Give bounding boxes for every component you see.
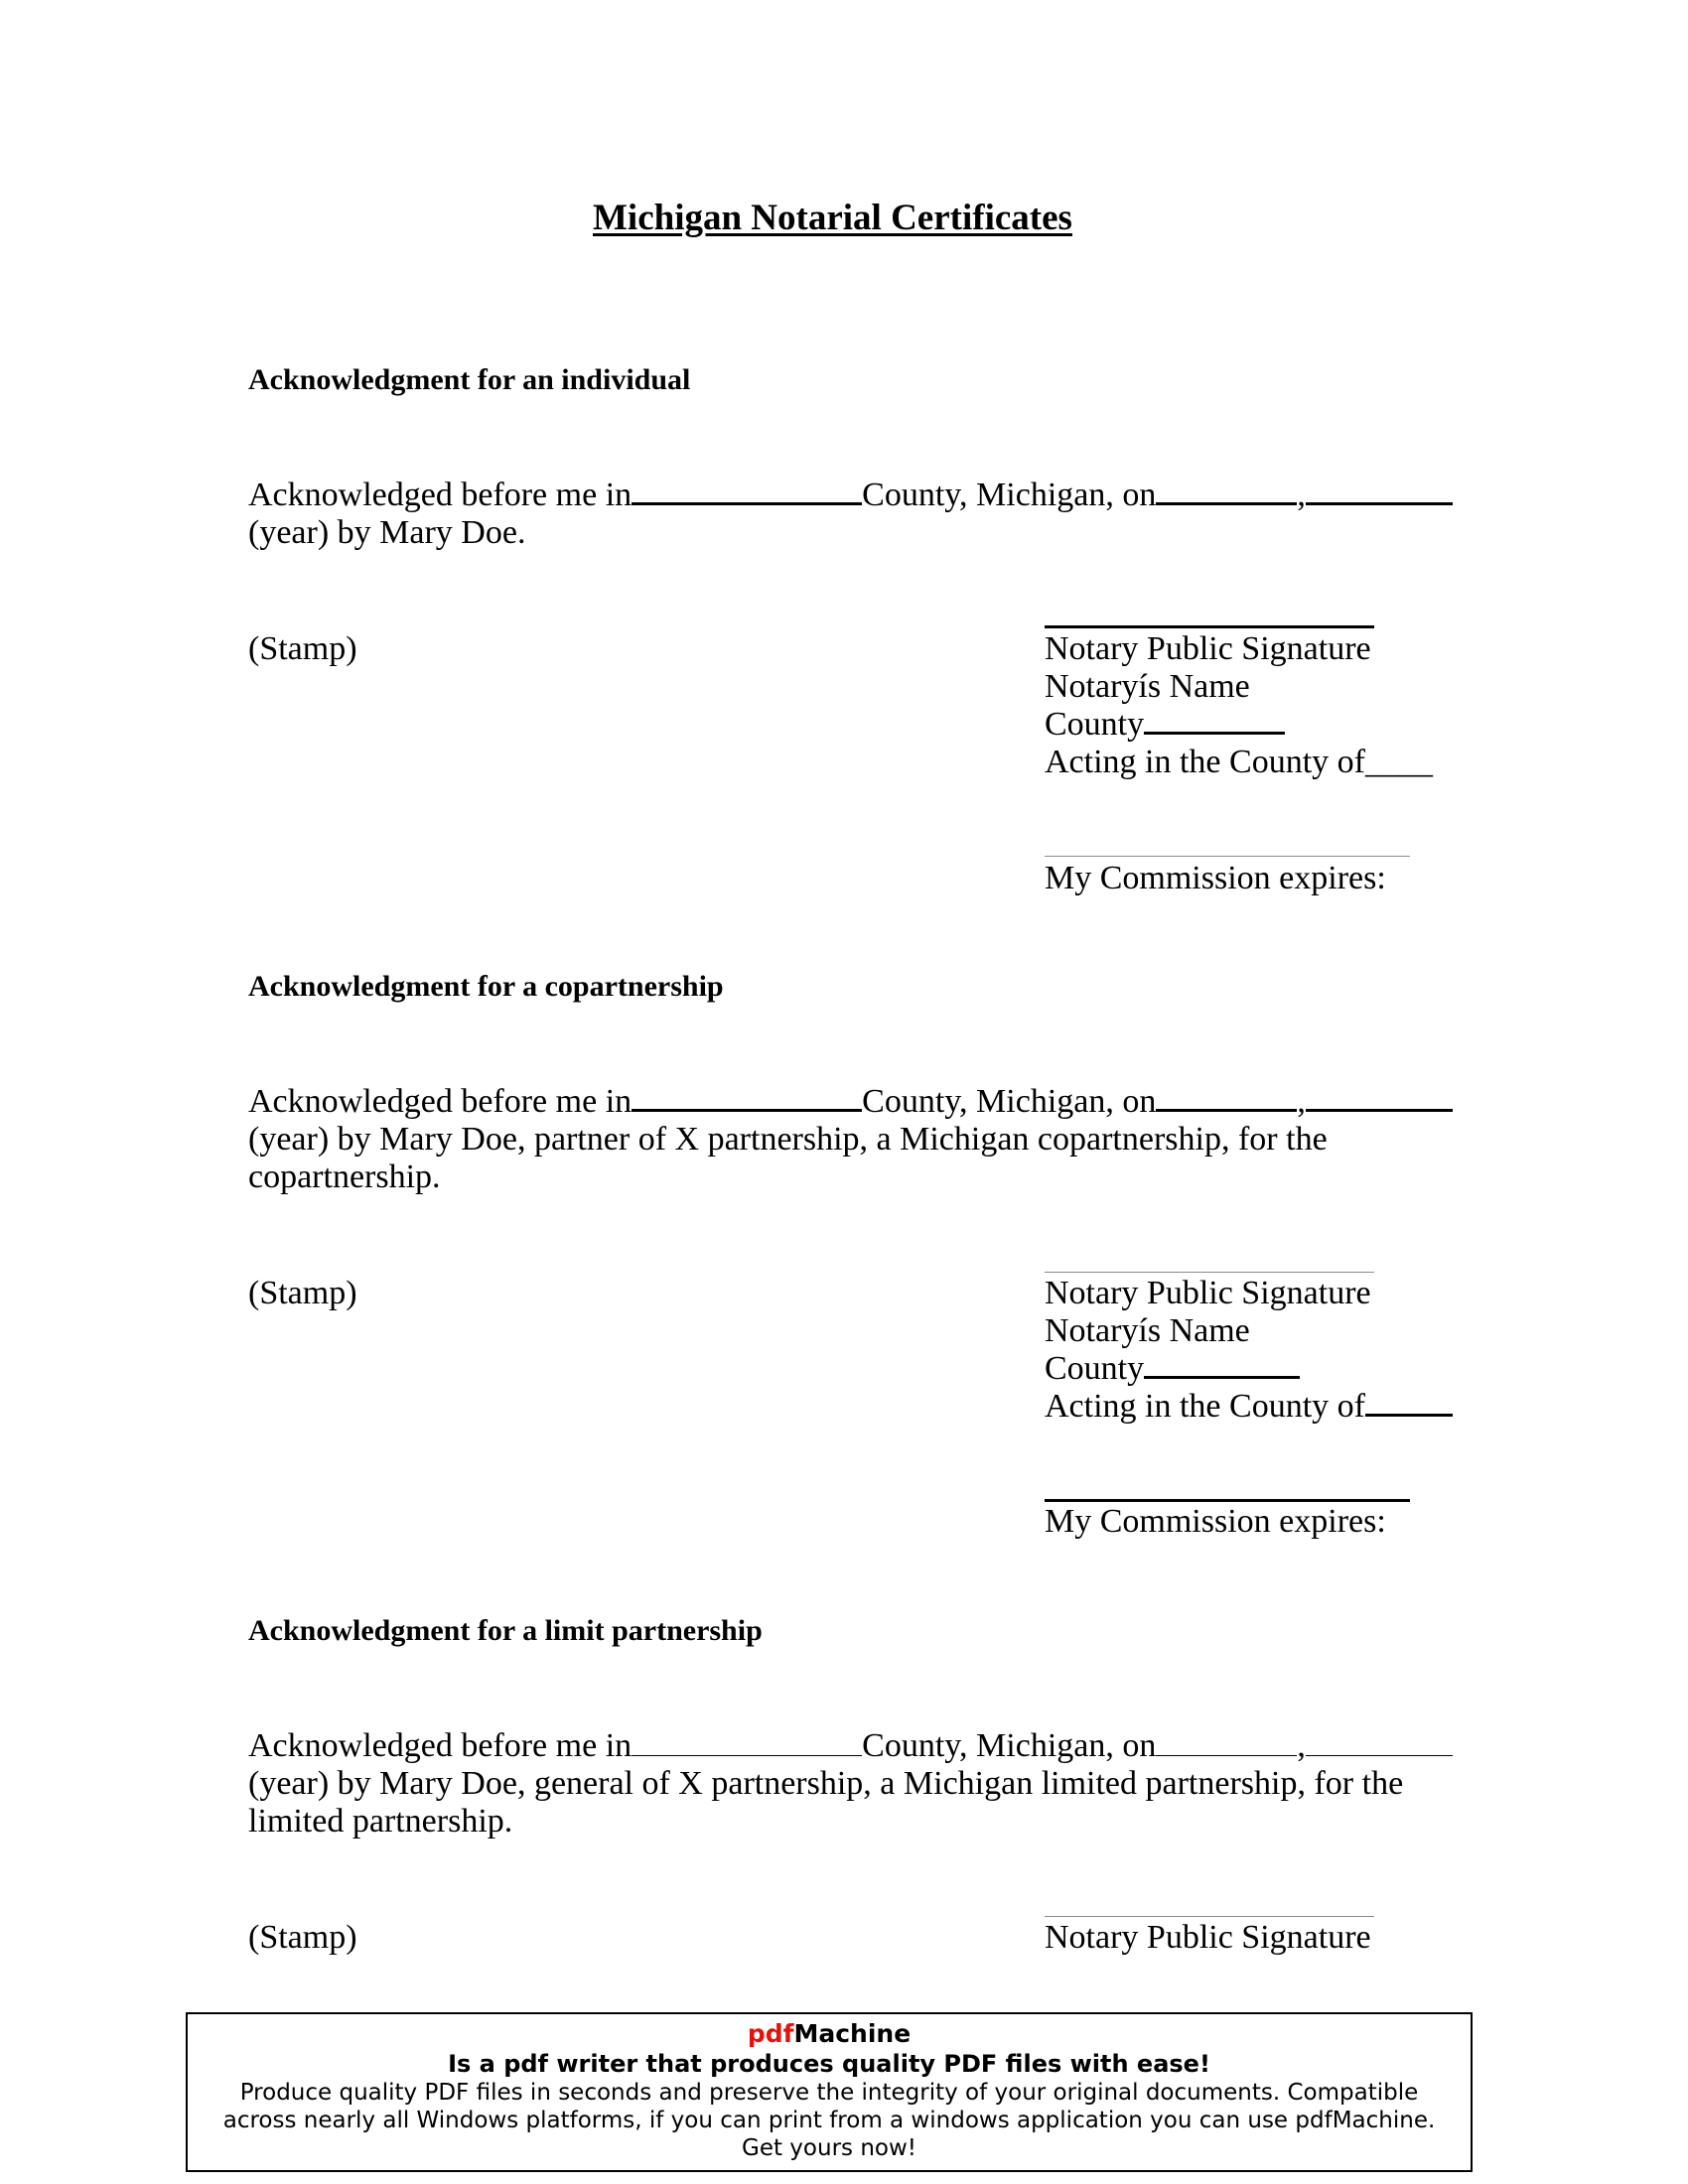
ad-brand bbox=[188, 2019, 1471, 2049]
page-title: Michigan Notarial Certificates bbox=[593, 198, 1072, 238]
date-blank bbox=[1156, 501, 1297, 505]
commission-line bbox=[1045, 856, 1410, 857]
ack-prefix: Acknowledged before me in bbox=[248, 1727, 633, 1764]
ad-brand-machine: Machine bbox=[793, 2019, 912, 2048]
notary-signature-label: Notary Public Signature bbox=[1045, 1275, 1371, 1311]
ack-comma: , bbox=[1297, 1083, 1306, 1120]
ack-prefix: Acknowledged before me in bbox=[248, 477, 633, 513]
stamp-label: (Stamp) bbox=[248, 1919, 357, 1956]
ack-line2: (year) by Mary Doe, general of X partnership, a Michigan limited partnership, for the bbox=[248, 1765, 1404, 1802]
county-field-blank bbox=[1144, 731, 1285, 735]
acting-in-county-field: Acting in the County of bbox=[1045, 1388, 1453, 1426]
stamp-label: (Stamp) bbox=[248, 630, 357, 667]
date-blank bbox=[1156, 1108, 1297, 1112]
section-heading-limited-partnership: Acknowledgment for a limit partnership bbox=[248, 1614, 763, 1647]
ack-line2: (year) by Mary Doe. bbox=[248, 514, 526, 551]
ack-line3: limited partnership. bbox=[248, 1803, 513, 1840]
commission-label: My Commission expires: bbox=[1045, 1503, 1386, 1540]
ack-mid: County, Michigan, on bbox=[862, 477, 1157, 513]
county-field-blank bbox=[1144, 1375, 1300, 1379]
section-heading-individual: Acknowledgment for an individual bbox=[248, 363, 691, 396]
ack-prefix: Acknowledged before me in bbox=[248, 1083, 633, 1120]
acting-in-blank bbox=[1365, 1413, 1453, 1417]
section-heading-copartnership: Acknowledgment for a copartnership bbox=[248, 970, 724, 1003]
day-blank bbox=[1306, 1754, 1453, 1756]
acknowledgment-text-individual bbox=[248, 477, 1453, 552]
notary-name-label: Notaryís Name bbox=[1045, 668, 1250, 705]
commission-label: My Commission expires: bbox=[1045, 860, 1386, 896]
date-blank bbox=[1156, 1754, 1297, 1756]
ad-cta: Get yours now! bbox=[742, 2135, 916, 2161]
acknowledgment-text-limited-partnership bbox=[248, 1727, 1453, 1841]
acting-in-county-field: Acting in the County of____ bbox=[1045, 744, 1433, 780]
notary-block-individual bbox=[1045, 630, 1433, 781]
pdfmachine-ad-box bbox=[186, 2012, 1473, 2172]
commission-line bbox=[1045, 1499, 1410, 1502]
acting-in-blank: ____ bbox=[1364, 744, 1433, 780]
notary-signature-label: Notary Public Signature bbox=[1045, 630, 1371, 667]
day-blank bbox=[1306, 501, 1453, 505]
stamp-label: (Stamp) bbox=[248, 1275, 357, 1311]
ack-comma: , bbox=[1297, 1727, 1306, 1764]
ad-brand-pdf: pdf bbox=[747, 2019, 794, 2048]
county-field: County bbox=[1045, 706, 1433, 744]
notary-signature-label: Notary Public Signature bbox=[1045, 1919, 1371, 1956]
ad-text-line-1: Produce quality PDF files in seconds and preserve the integrity of your original documents. Compatible bbox=[239, 2080, 1419, 2106]
ad-text-line-2: across nearly all Windows platforms, if you can print from a windows application you can use pdfMachine. bbox=[222, 2108, 1436, 2133]
signature-line bbox=[1045, 1916, 1374, 1917]
ad-tagline: Is a pdf writer that produces quality PDF files with ease! bbox=[448, 2050, 1210, 2078]
ack-line2: (year) by Mary Doe, partner of X partnership, a Michigan copartnership, for the bbox=[248, 1121, 1328, 1158]
county-field: County bbox=[1045, 1350, 1453, 1388]
county-blank bbox=[632, 1754, 862, 1756]
ack-line3: copartnership. bbox=[248, 1159, 441, 1195]
notary-name-label: Notaryís Name bbox=[1045, 1312, 1250, 1349]
notary-block-copartnership bbox=[1045, 1275, 1453, 1426]
ack-mid: County, Michigan, on bbox=[862, 1083, 1157, 1120]
signature-line bbox=[1045, 1272, 1374, 1273]
county-blank bbox=[632, 501, 862, 505]
county-blank bbox=[632, 1108, 862, 1112]
acknowledgment-text-copartnership bbox=[248, 1083, 1453, 1196]
day-blank bbox=[1306, 1108, 1453, 1112]
ack-mid: County, Michigan, on bbox=[862, 1727, 1157, 1764]
ack-comma: , bbox=[1297, 477, 1306, 513]
signature-line bbox=[1045, 625, 1374, 628]
